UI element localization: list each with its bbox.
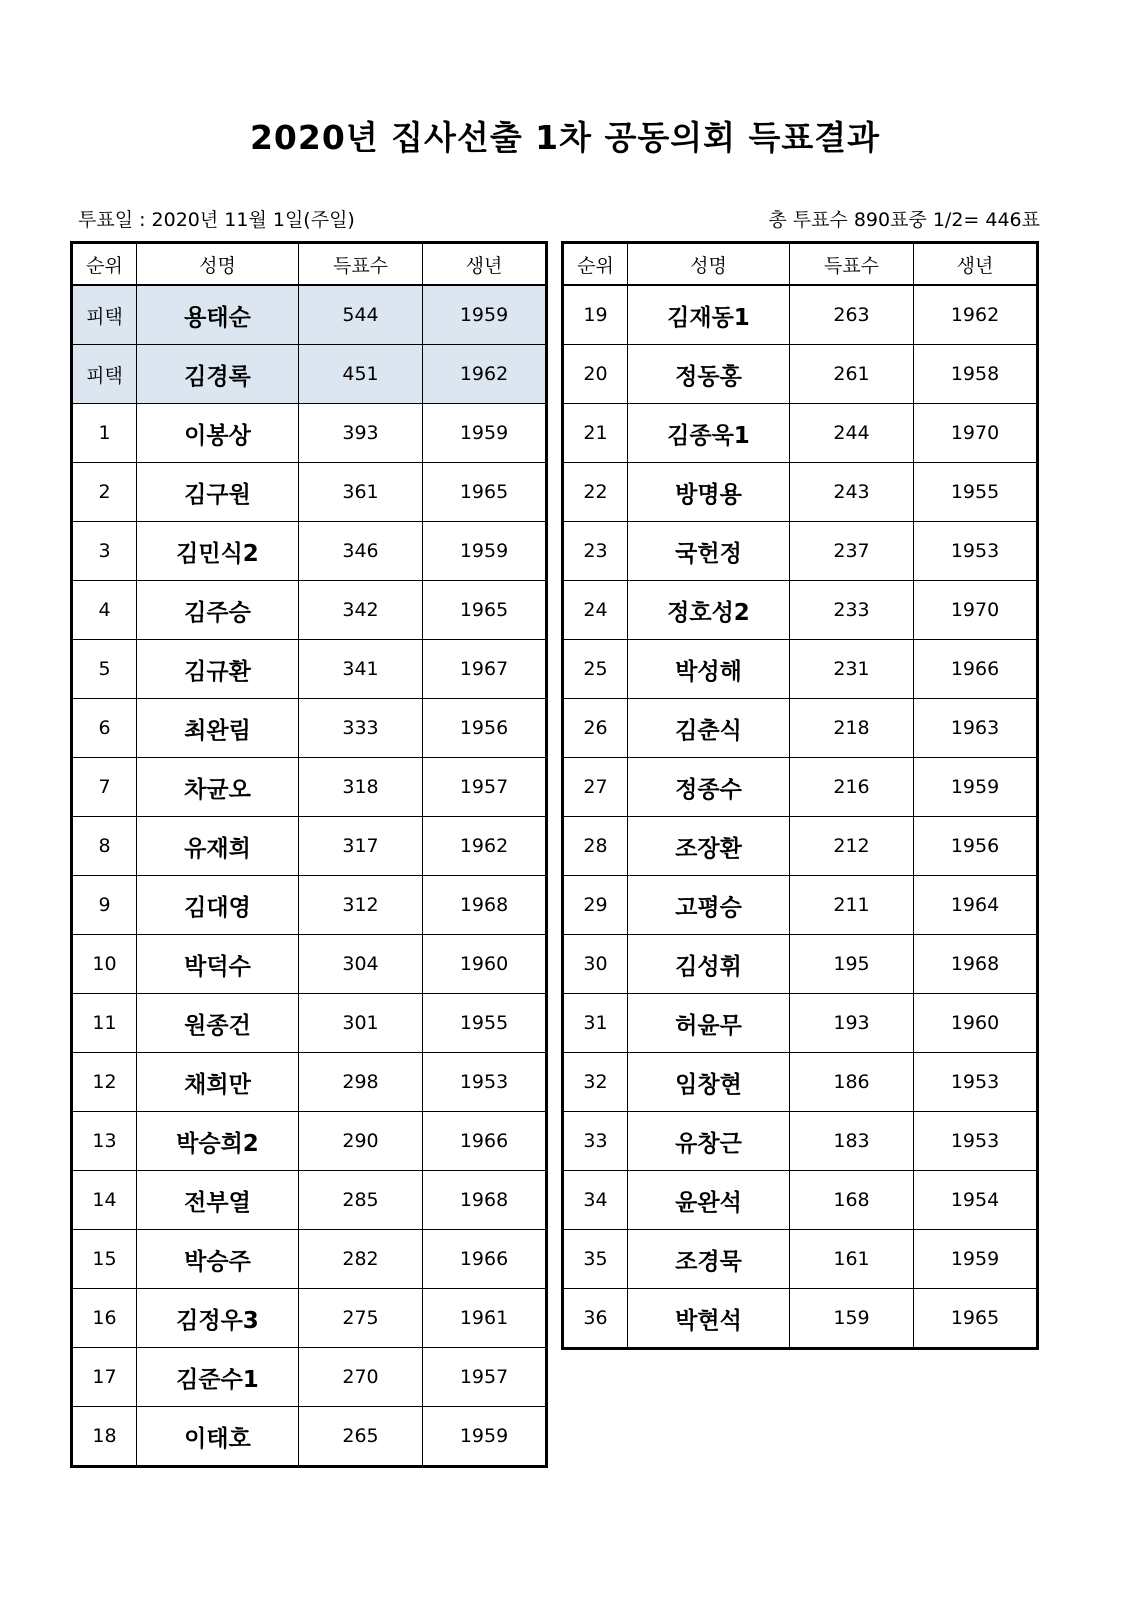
votes-cell: 342 [299, 581, 423, 640]
total-votes: 총 투표수 890표중 1/2= 446표 [768, 209, 1040, 231]
year-cell: 1968 [423, 876, 547, 935]
name-cell: 정종수 [628, 758, 790, 817]
rank-cell: 27 [563, 758, 628, 817]
rank-cell: 6 [72, 699, 137, 758]
rank-cell: 피택 [72, 285, 137, 345]
year-cell: 1959 [914, 758, 1038, 817]
table-row [72, 1053, 547, 1112]
year-cell: 1968 [423, 1171, 547, 1230]
table-row [563, 1112, 1038, 1171]
year-cell: 1959 [914, 1230, 1038, 1289]
votes-cell: 244 [790, 404, 914, 463]
votes-cell: 290 [299, 1112, 423, 1171]
table-row [563, 1289, 1038, 1349]
table-row [563, 876, 1038, 935]
table-row [563, 1230, 1038, 1289]
table-row [563, 404, 1038, 463]
results-table-right [561, 241, 1039, 1350]
rank-cell: 14 [72, 1171, 137, 1230]
year-cell: 1965 [423, 581, 547, 640]
votes-cell: 265 [299, 1407, 423, 1467]
name-cell: 김춘식 [628, 699, 790, 758]
table-row [72, 285, 547, 345]
year-cell: 1966 [423, 1112, 547, 1171]
name-cell: 국헌정 [628, 522, 790, 581]
name-cell: 박승주 [137, 1230, 299, 1289]
votes-cell: 193 [790, 994, 914, 1053]
table-row [563, 463, 1038, 522]
name-cell: 허윤무 [628, 994, 790, 1053]
rank-cell: 36 [563, 1289, 628, 1349]
year-cell: 1970 [914, 404, 1038, 463]
name-cell: 채희만 [137, 1053, 299, 1112]
name-cell: 정호성2 [628, 581, 790, 640]
rank-cell: 12 [72, 1053, 137, 1112]
header-row [563, 243, 1038, 286]
year-cell: 1965 [914, 1289, 1038, 1349]
year-cell: 1955 [423, 994, 547, 1053]
table-row [72, 1348, 547, 1407]
name-cell: 전부열 [137, 1171, 299, 1230]
rank-cell: 25 [563, 640, 628, 699]
table-row [72, 1407, 547, 1467]
table-row [72, 463, 547, 522]
table-row [563, 758, 1038, 817]
header-year: 생년 [423, 243, 547, 286]
header-votes: 득표수 [790, 243, 914, 286]
rank-cell: 32 [563, 1053, 628, 1112]
rank-cell: 33 [563, 1112, 628, 1171]
header-row [72, 243, 547, 286]
votes-cell: 301 [299, 994, 423, 1053]
rank-cell: 29 [563, 876, 628, 935]
header-name: 성명 [137, 243, 299, 286]
year-cell: 1957 [423, 758, 547, 817]
name-cell: 박승희2 [137, 1112, 299, 1171]
votes-cell: 186 [790, 1053, 914, 1112]
rank-cell: 4 [72, 581, 137, 640]
rank-cell: 1 [72, 404, 137, 463]
header-name: 성명 [628, 243, 790, 286]
header-rank: 순위 [563, 243, 628, 286]
name-cell: 조경묵 [628, 1230, 790, 1289]
name-cell: 용태순 [137, 285, 299, 345]
votes-cell: 183 [790, 1112, 914, 1171]
name-cell: 김주승 [137, 581, 299, 640]
votes-cell: 298 [299, 1053, 423, 1112]
header-votes: 득표수 [299, 243, 423, 286]
votes-cell: 168 [790, 1171, 914, 1230]
votes-cell: 161 [790, 1230, 914, 1289]
table-row [72, 1289, 547, 1348]
name-cell: 임창현 [628, 1053, 790, 1112]
name-cell: 박현석 [628, 1289, 790, 1349]
name-cell: 원종건 [137, 994, 299, 1053]
year-cell: 1964 [914, 876, 1038, 935]
votes-cell: 195 [790, 935, 914, 994]
votes-cell: 159 [790, 1289, 914, 1349]
table-row [72, 935, 547, 994]
rank-cell: 20 [563, 345, 628, 404]
year-cell: 1962 [423, 345, 547, 404]
year-cell: 1959 [423, 1407, 547, 1467]
votes-cell: 243 [790, 463, 914, 522]
votes-cell: 361 [299, 463, 423, 522]
rank-cell: 15 [72, 1230, 137, 1289]
rank-cell: 9 [72, 876, 137, 935]
year-cell: 1961 [423, 1289, 547, 1348]
name-cell: 김정우3 [137, 1289, 299, 1348]
table-row [563, 285, 1038, 345]
table-row [563, 817, 1038, 876]
votes-cell: 451 [299, 345, 423, 404]
vote-date: 투표일 : 2020년 11월 1일(주일) [78, 209, 355, 231]
name-cell: 김민식2 [137, 522, 299, 581]
rank-cell: 18 [72, 1407, 137, 1467]
votes-cell: 333 [299, 699, 423, 758]
name-cell: 차균오 [137, 758, 299, 817]
rank-cell: 19 [563, 285, 628, 345]
name-cell: 김성휘 [628, 935, 790, 994]
table-row [563, 994, 1038, 1053]
name-cell: 김규환 [137, 640, 299, 699]
votes-cell: 218 [790, 699, 914, 758]
name-cell: 김준수1 [137, 1348, 299, 1407]
year-cell: 1962 [423, 817, 547, 876]
votes-cell: 261 [790, 345, 914, 404]
name-cell: 유재희 [137, 817, 299, 876]
rank-cell: 13 [72, 1112, 137, 1171]
year-cell: 1967 [423, 640, 547, 699]
name-cell: 유창근 [628, 1112, 790, 1171]
table-row [72, 758, 547, 817]
votes-cell: 346 [299, 522, 423, 581]
year-cell: 1960 [914, 994, 1038, 1053]
votes-cell: 237 [790, 522, 914, 581]
rank-cell: 10 [72, 935, 137, 994]
rank-cell: 8 [72, 817, 137, 876]
votes-cell: 212 [790, 817, 914, 876]
year-cell: 1953 [914, 1112, 1038, 1171]
table-row [563, 345, 1038, 404]
name-cell: 방명용 [628, 463, 790, 522]
table-row [72, 345, 547, 404]
name-cell: 최완림 [137, 699, 299, 758]
rank-cell: 3 [72, 522, 137, 581]
year-cell: 1953 [914, 522, 1038, 581]
table-row [72, 817, 547, 876]
votes-cell: 393 [299, 404, 423, 463]
year-cell: 1956 [423, 699, 547, 758]
table-row [72, 404, 547, 463]
table-row [72, 1171, 547, 1230]
rank-cell: 16 [72, 1289, 137, 1348]
name-cell: 고평승 [628, 876, 790, 935]
rank-cell: 21 [563, 404, 628, 463]
table-row [72, 699, 547, 758]
rank-cell: 26 [563, 699, 628, 758]
name-cell: 조장환 [628, 817, 790, 876]
page-title: 2020년 집사선출 1차 공동의회 득표결과 [249, 118, 881, 157]
votes-cell: 282 [299, 1230, 423, 1289]
votes-cell: 312 [299, 876, 423, 935]
name-cell: 박덕수 [137, 935, 299, 994]
rank-cell: 피택 [72, 345, 137, 404]
table-row [563, 935, 1038, 994]
table-row [72, 640, 547, 699]
table-row [563, 640, 1038, 699]
year-cell: 1965 [423, 463, 547, 522]
header-rank: 순위 [72, 243, 137, 286]
name-cell: 이태호 [137, 1407, 299, 1467]
year-cell: 1957 [423, 1348, 547, 1407]
year-cell: 1959 [423, 404, 547, 463]
table-row [72, 1112, 547, 1171]
table-row [72, 994, 547, 1053]
year-cell: 1962 [914, 285, 1038, 345]
name-cell: 김구원 [137, 463, 299, 522]
rank-cell: 23 [563, 522, 628, 581]
year-cell: 1953 [423, 1053, 547, 1112]
table-row [72, 876, 547, 935]
votes-cell: 341 [299, 640, 423, 699]
rank-cell: 22 [563, 463, 628, 522]
year-cell: 1959 [423, 285, 547, 345]
year-cell: 1959 [423, 522, 547, 581]
votes-cell: 216 [790, 758, 914, 817]
year-cell: 1968 [914, 935, 1038, 994]
table-row [72, 1230, 547, 1289]
rank-cell: 17 [72, 1348, 137, 1407]
rank-cell: 5 [72, 640, 137, 699]
name-cell: 김종욱1 [628, 404, 790, 463]
table-row [563, 581, 1038, 640]
table-row [72, 522, 547, 581]
rank-cell: 11 [72, 994, 137, 1053]
table-row [563, 1171, 1038, 1230]
table-row [563, 522, 1038, 581]
votes-cell: 317 [299, 817, 423, 876]
votes-cell: 275 [299, 1289, 423, 1348]
year-cell: 1966 [423, 1230, 547, 1289]
votes-cell: 231 [790, 640, 914, 699]
rank-cell: 28 [563, 817, 628, 876]
votes-cell: 263 [790, 285, 914, 345]
votes-cell: 318 [299, 758, 423, 817]
year-cell: 1966 [914, 640, 1038, 699]
year-cell: 1958 [914, 345, 1038, 404]
votes-cell: 211 [790, 876, 914, 935]
name-cell: 이봉상 [137, 404, 299, 463]
year-cell: 1960 [423, 935, 547, 994]
votes-cell: 304 [299, 935, 423, 994]
table-row [72, 581, 547, 640]
name-cell: 김재동1 [628, 285, 790, 345]
name-cell: 윤완석 [628, 1171, 790, 1230]
name-cell: 박성해 [628, 640, 790, 699]
rank-cell: 7 [72, 758, 137, 817]
rank-cell: 35 [563, 1230, 628, 1289]
year-cell: 1956 [914, 817, 1038, 876]
rank-cell: 31 [563, 994, 628, 1053]
votes-cell: 285 [299, 1171, 423, 1230]
rank-cell: 30 [563, 935, 628, 994]
header-year: 생년 [914, 243, 1038, 286]
table-row [563, 1053, 1038, 1112]
votes-cell: 270 [299, 1348, 423, 1407]
rank-cell: 2 [72, 463, 137, 522]
rank-cell: 34 [563, 1171, 628, 1230]
name-cell: 김경록 [137, 345, 299, 404]
year-cell: 1970 [914, 581, 1038, 640]
year-cell: 1953 [914, 1053, 1038, 1112]
votes-cell: 233 [790, 581, 914, 640]
results-table-left [70, 241, 548, 1468]
name-cell: 김대영 [137, 876, 299, 935]
year-cell: 1955 [914, 463, 1038, 522]
table-row [563, 699, 1038, 758]
year-cell: 1954 [914, 1171, 1038, 1230]
name-cell: 정동홍 [628, 345, 790, 404]
votes-cell: 544 [299, 285, 423, 345]
rank-cell: 24 [563, 581, 628, 640]
year-cell: 1963 [914, 699, 1038, 758]
